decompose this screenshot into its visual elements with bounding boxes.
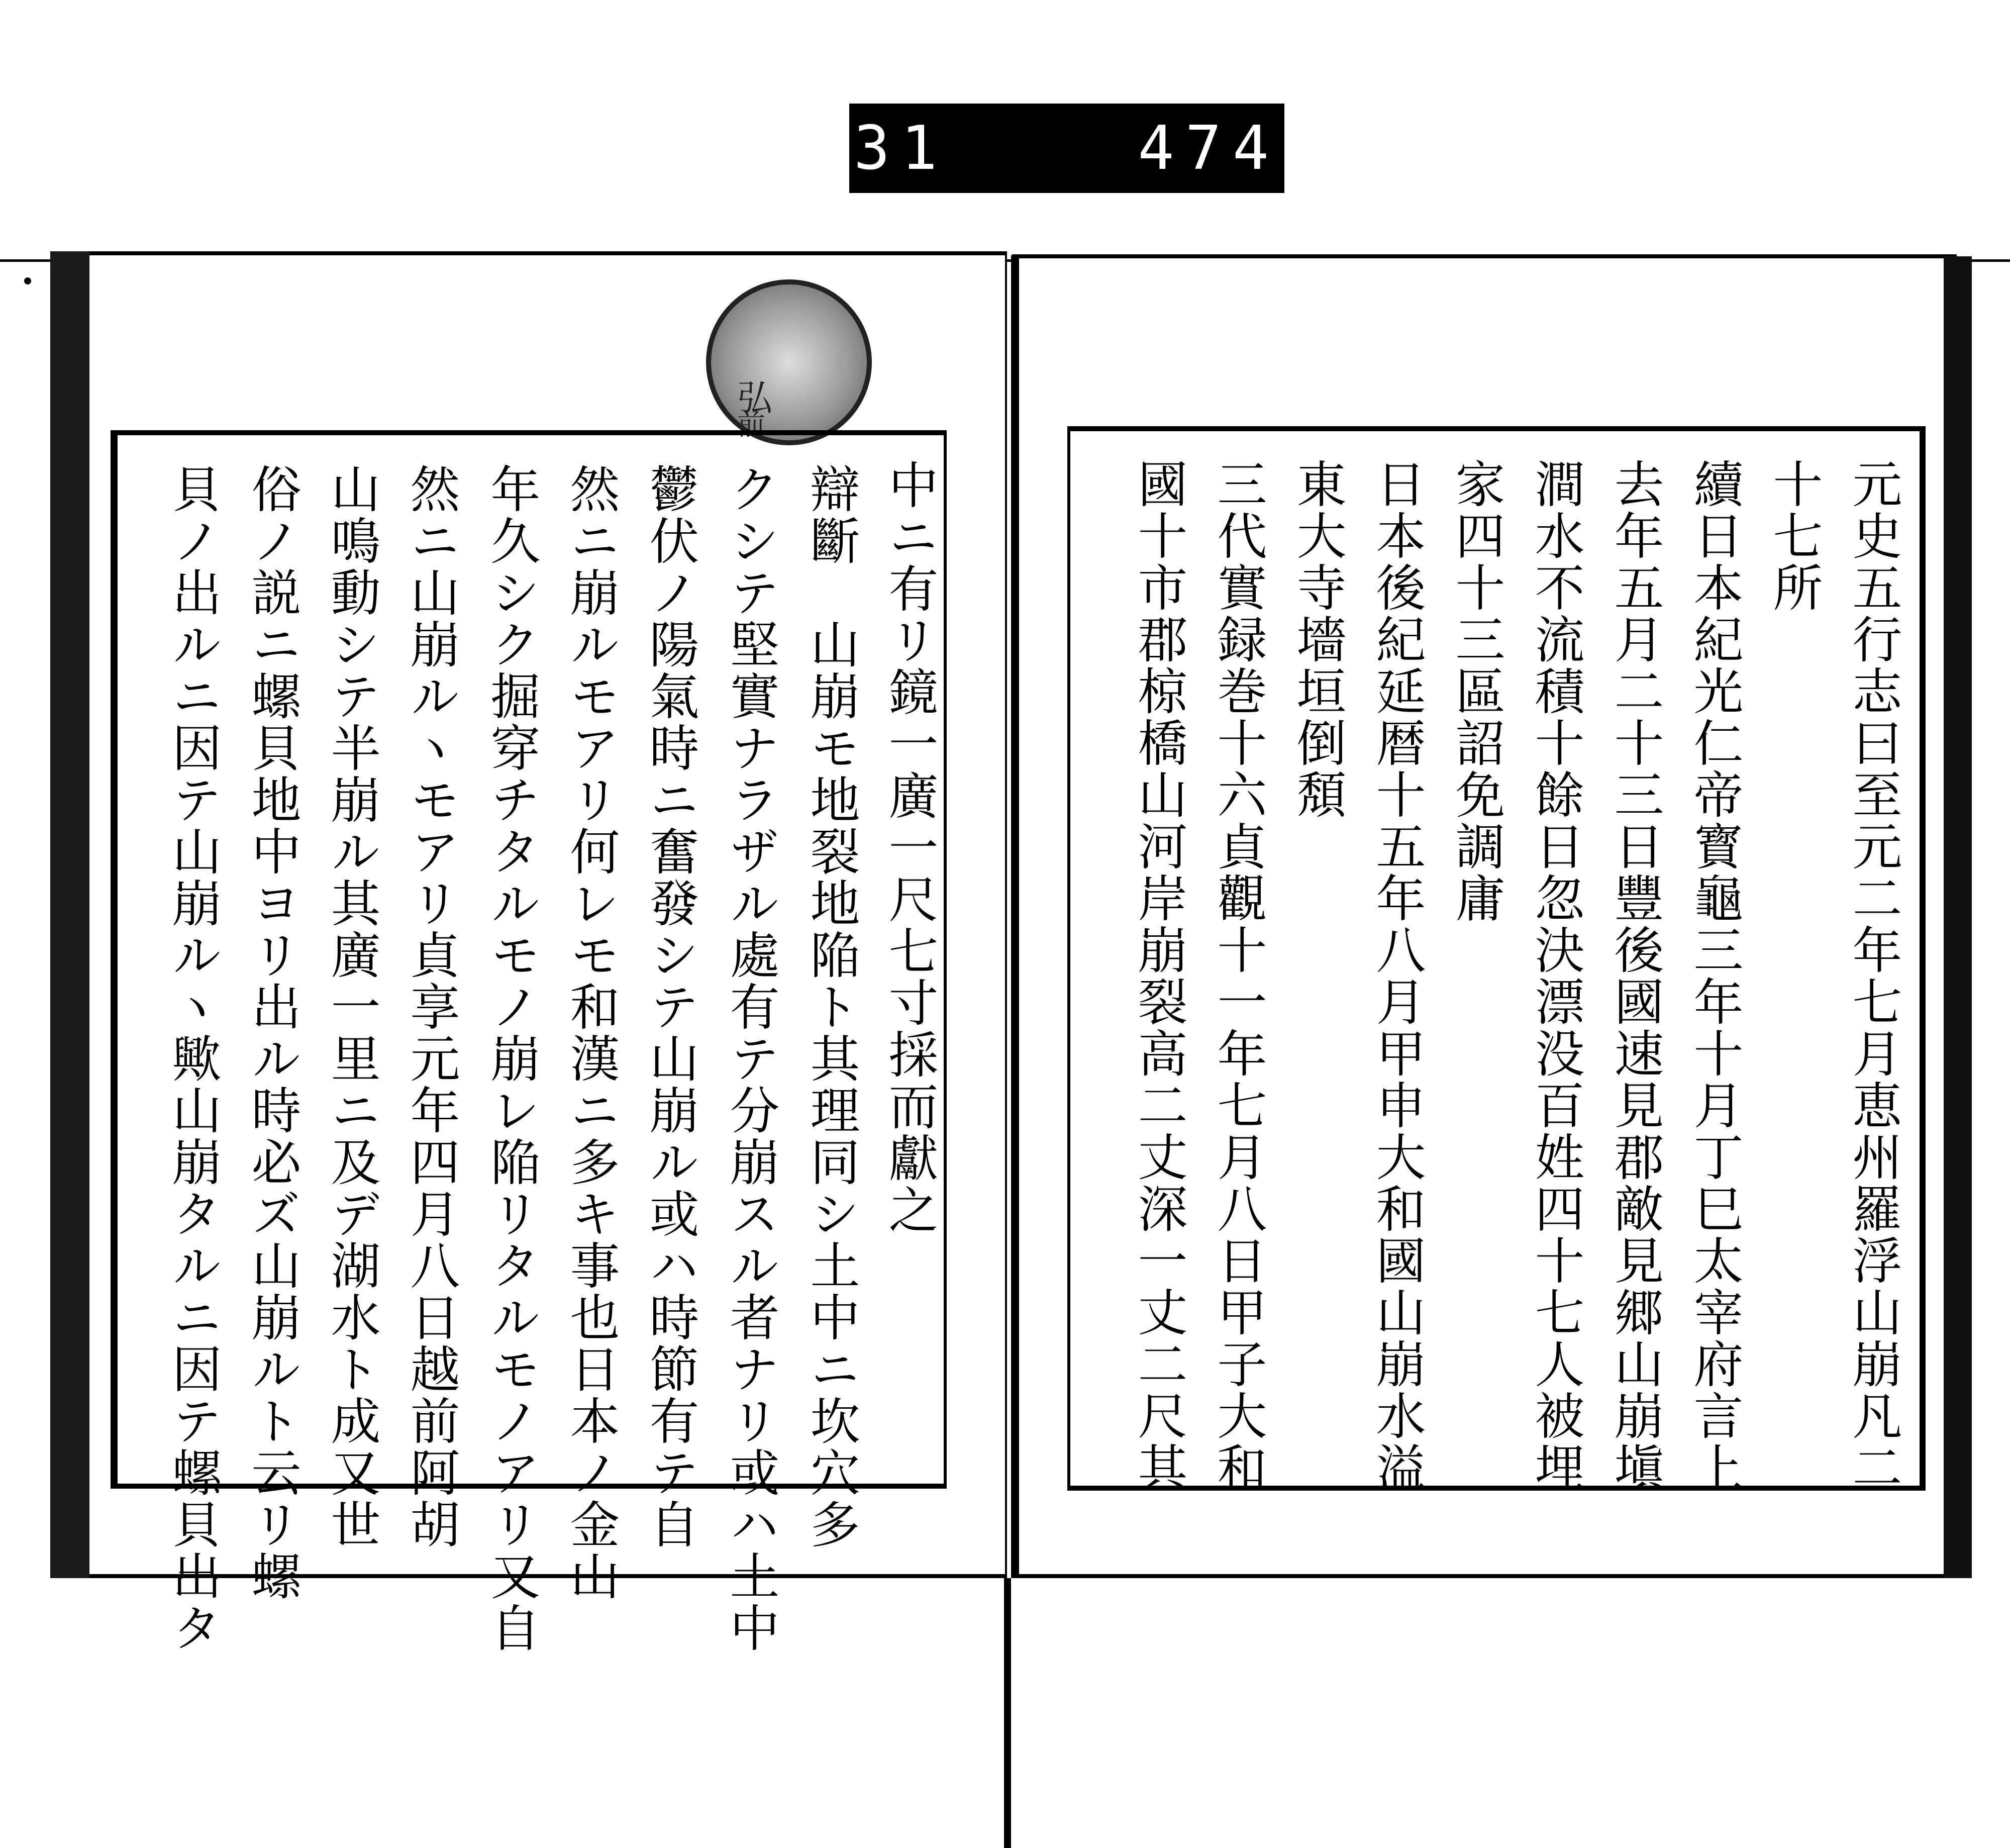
- text-column: 貝ノ出ルニ因テ山崩ルヽ歟山崩タルニ因テ螺貝出タ: [164, 463, 222, 1654]
- text-column: 中ニ有リ鏡一廣一尺七寸採而獻之: [880, 459, 938, 1236]
- text-column: 元史五行志曰至元二年七月恵州羅浮山崩凡二: [1844, 458, 1902, 1494]
- text-column: 去年五月二十三日豐後國速見郡敵見郷山崩塡: [1606, 458, 1664, 1494]
- text-column: 澗水不流積十餘日忽決漂没百姓四十七人被埋: [1527, 458, 1584, 1494]
- right-page-edge: [1944, 256, 1972, 1578]
- seal-glyph: 弘: [737, 377, 772, 419]
- text-column: 三代實録巻十六貞觀十一年七月八日甲子大和: [1209, 458, 1267, 1494]
- ink-dot: [24, 277, 31, 284]
- left-page-edge: [50, 251, 89, 1578]
- text-column: 山鳴動シテ半崩ル其廣一里ニ及デ湖水ト成又世: [323, 463, 380, 1550]
- text-column: 十七所: [1765, 458, 1823, 614]
- library-seal-stamp: [706, 279, 872, 445]
- text-column: 家四十三區詔免調庸: [1447, 458, 1505, 924]
- text-column: 然ニ山崩ルヽモアリ貞享元年四月八日越前阿胡: [402, 463, 460, 1550]
- text-column: 然ニ崩ルモアリ何レモ和漢ニ多キ事也日本ノ金山: [562, 463, 620, 1602]
- left-text-frame: [111, 430, 947, 1654]
- text-column: クシテ堅實ナラザル處有テ分崩スル者ナリ或ハ土中: [722, 463, 779, 1654]
- catalog-number-label: 931 474.: [849, 104, 1284, 193]
- text-column: 辯斷 山崩モ地裂地陥ト其理同シ土中ニ坎穴多: [802, 463, 860, 1550]
- text-column: 日本後紀延暦十五年八月甲申大和國山崩水溢: [1368, 458, 1426, 1494]
- right-text-frame: [1067, 426, 1926, 1494]
- text-column: 東大寺墻垣倒頽: [1288, 458, 1346, 821]
- spine-gutter: [1011, 255, 1019, 1578]
- text-column: 續日本紀光仁帝寳龜三年十月丁巳太宰府言上: [1685, 458, 1743, 1494]
- text-column: 年久シク掘穿チタルモノ崩レ陥リタルモノアリ又自: [482, 463, 540, 1654]
- text-column: 俗ノ説ニ螺貝地中ヨリ出ル時必ズ山崩ルト云リ螺: [243, 463, 301, 1602]
- seal-glyph: 前: [737, 409, 765, 442]
- text-column: 國十市郡椋橋山河岸崩裂高二丈深一丈二尺其: [1130, 458, 1187, 1494]
- text-column: 鬱伏ノ陽氣時ニ奮發シテ山崩ル或ハ時節有テ自: [641, 463, 699, 1550]
- spine-line: [1004, 1578, 1011, 1848]
